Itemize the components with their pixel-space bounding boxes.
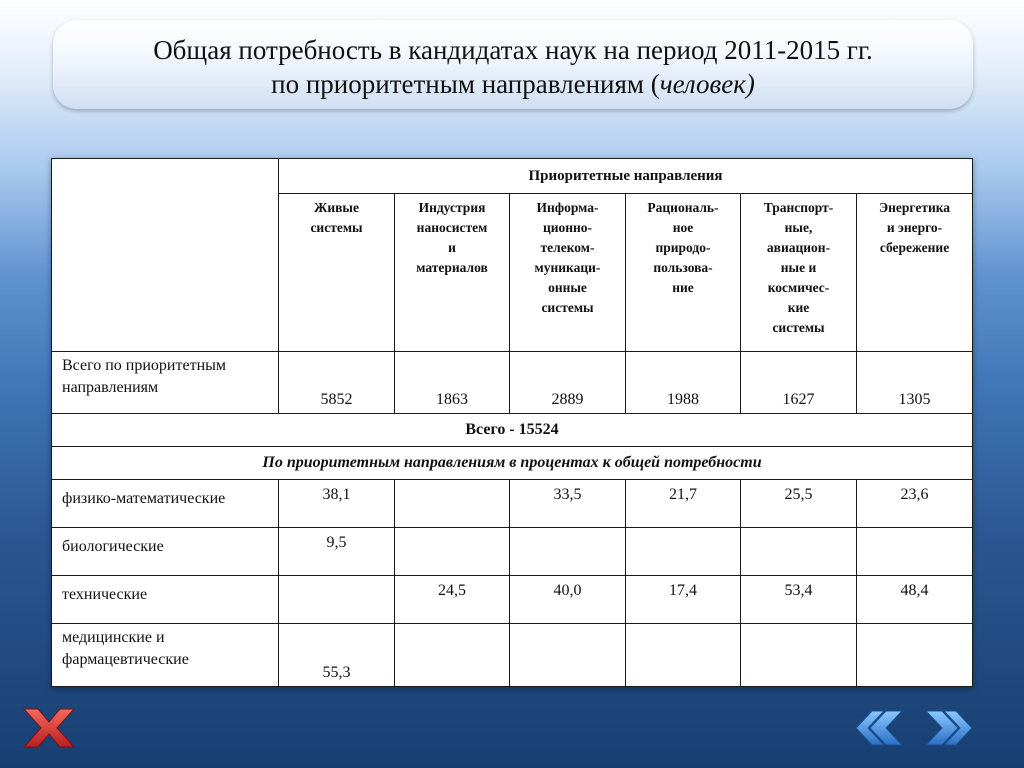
- title-line-1: Общая потребность в кандидатах наук на период 2011-2015 гг.: [153, 35, 873, 65]
- col-header-text: авиацион-: [766, 240, 831, 255]
- col-header-transport: [741, 194, 857, 352]
- table-cell: 1305: [857, 352, 973, 414]
- col-header-energy: [857, 194, 973, 352]
- table-row: [52, 576, 973, 624]
- table-cell: 33,5: [510, 480, 626, 528]
- slide-title-box: [53, 20, 973, 109]
- col-header-text: телеком-: [540, 240, 595, 255]
- table-cell: 2889: [510, 352, 626, 414]
- col-header-text: Индустрия: [418, 200, 486, 215]
- col-header-living-systems: [279, 194, 395, 352]
- table-cell: 1627: [741, 352, 857, 414]
- col-header-text: муникаци-: [534, 260, 601, 275]
- col-header-text: ние: [672, 280, 694, 295]
- table-cell: [279, 576, 395, 624]
- table-cell: [395, 480, 510, 528]
- table-cell: 17,4: [626, 576, 741, 624]
- table-cell: [857, 528, 973, 576]
- close-x-icon[interactable]: [22, 707, 76, 749]
- table-cell: 55,3: [279, 624, 395, 687]
- title-line-2: [53, 67, 973, 101]
- col-header-text: ционно-: [542, 220, 593, 235]
- col-header-text: пользова-: [653, 260, 713, 275]
- table-cell: 38,1: [279, 480, 395, 528]
- total-row: [52, 352, 973, 414]
- table-cell: [395, 624, 510, 687]
- group-header: Приоритетные направления: [279, 159, 973, 194]
- col-header-text: ное: [672, 220, 694, 235]
- col-header-text: и: [448, 240, 456, 255]
- row-label: Всего по приоритетным направлениям: [52, 352, 279, 414]
- demand-table: [51, 158, 973, 687]
- col-header-text: космичес-: [767, 280, 830, 295]
- col-header-text: Транспорт-: [763, 200, 834, 215]
- table-row: [52, 624, 973, 687]
- title-line-2-italic: человек): [659, 69, 755, 99]
- table-cell: 9,5: [279, 528, 395, 576]
- grand-total-row: Всего - 15524: [52, 414, 973, 447]
- table-cell: [510, 624, 626, 687]
- col-header-nanosystems: [395, 194, 510, 352]
- table-cell: 53,4: [741, 576, 857, 624]
- table-cell: 1988: [626, 352, 741, 414]
- col-header-text: Рациональ-: [647, 200, 719, 215]
- col-header-text: Живые: [314, 200, 359, 215]
- table-cell: 23,6: [857, 480, 973, 528]
- table-cell: 25,5: [741, 480, 857, 528]
- col-header-text: системы: [772, 320, 825, 335]
- table-cell: [395, 528, 510, 576]
- col-header-text: материалов: [416, 260, 488, 275]
- table-cell: 1863: [395, 352, 510, 414]
- table-cell: [510, 528, 626, 576]
- col-header-text: системы: [310, 220, 363, 235]
- table-cell: [857, 624, 973, 687]
- table-cell: [741, 624, 857, 687]
- table-cell: 5852: [279, 352, 395, 414]
- table-row: [52, 528, 973, 576]
- table-cell: 24,5: [395, 576, 510, 624]
- col-header-text: природо-: [655, 240, 711, 255]
- table-cell: 40,0: [510, 576, 626, 624]
- col-header-text: кие: [787, 300, 810, 315]
- row-label: физико-математические: [52, 480, 279, 528]
- col-header-ict: [510, 194, 626, 352]
- table-cell: [741, 528, 857, 576]
- table-cell: [626, 528, 741, 576]
- row-label: медицинские и фармацевтические: [52, 624, 279, 687]
- navigation-arrows-icon[interactable]: [856, 709, 972, 747]
- col-header-text: наносистем: [416, 220, 488, 235]
- col-header-text: сбережение: [879, 240, 950, 255]
- col-header-text: онные: [548, 280, 587, 295]
- percent-caption-row: По приоритетным направлениям в процентах к общей потребности: [52, 447, 973, 480]
- table-cell: [626, 624, 741, 687]
- table-cell: 48,4: [857, 576, 973, 624]
- col-header-text: системы: [541, 300, 594, 315]
- row-label: технические: [52, 576, 279, 624]
- col-header-nature-use: [626, 194, 741, 352]
- table-cell: 21,7: [626, 480, 741, 528]
- row-label: биологические: [52, 528, 279, 576]
- col-header-text: ные и: [780, 260, 817, 275]
- col-header-text: Информа-: [536, 200, 599, 215]
- col-header-text: и энерго-: [886, 220, 943, 235]
- col-header-text: ные,: [784, 220, 813, 235]
- col-header-text: Энергетика: [878, 200, 951, 215]
- table-row: [52, 480, 973, 528]
- title-line-2-text: по приоритетным направлениям (: [271, 69, 660, 99]
- corner-cell: [52, 159, 279, 352]
